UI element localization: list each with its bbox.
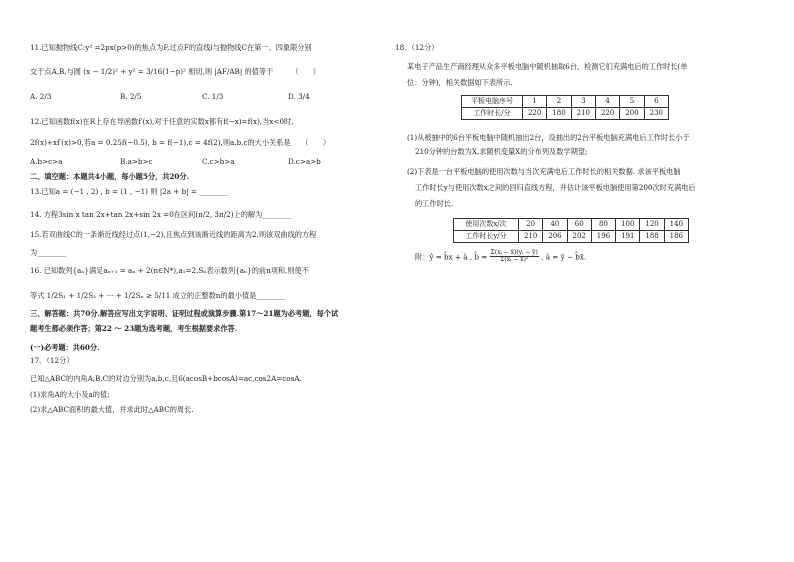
q18-part2-line1: (2)下表是一台平板电脑的使用次数与当次充满电后工作时长的相关数据. 求该平板电脑 [407, 167, 681, 176]
formula-denominator: Σ(xᵢ − x̄)² [500, 256, 529, 264]
table-cell: 188 [640, 231, 664, 243]
q11-option-b: B. 2/5 [120, 92, 142, 101]
formula-numerator: Σ(xᵢ − x̄)(yᵢ − ȳ) [490, 249, 538, 256]
q11-line1: 11.已知抛物线C:y² =2px(p>0)的焦点为F,过点F的直线l与抛物线C在第一、四象限分别 [30, 43, 312, 52]
table-cell: 4 [595, 96, 619, 108]
right-column [395, 0, 775, 562]
q12-line2: 2f(x)+xf′(x)>0,若a = 0.25f(−0.5), b = f(−1),c = 4f(2),则a,b,c的大小关系是 （ ） [30, 138, 331, 147]
q12-option-b: B.a>b>c [120, 157, 153, 166]
table-cell: 1 [523, 96, 547, 108]
q18-part1-line1: (1)从被抽中的6台平板电脑中随机抽出2台，设抽出的2台平板电脑充满电后工作时长小于 [407, 133, 690, 142]
table-row [454, 231, 689, 243]
q12-line1: 12.已知函数f(x)在R上存在导函数f′(x),对于任意的实数x都有f(−x)=f(x),当x<0时, [30, 117, 294, 126]
q16-line1: 16. 已知数列{aₙ}满足aₙ₊₁ = aₙ + 2(n∈N*),a₁=2,Sₙ表示数列{aₙ}的前n项和,则使不 [30, 266, 309, 275]
q17-part2: (2)求△ABC面积的最大值，并求此时△ABC的周长. [30, 405, 194, 414]
table-cell: 180 [547, 108, 571, 120]
section-2-heading: 二、填空题：本题共4小题，每小题5分，共20分. [30, 172, 190, 181]
table-cell: 202 [567, 231, 591, 243]
table-row [462, 96, 669, 108]
table-cell: 80 [591, 219, 615, 231]
table-cell: 191 [616, 231, 640, 243]
q17-part1: (1)求角A的大小及a的值; [30, 390, 110, 399]
q11-options [30, 92, 375, 104]
table-tablet-worktime [461, 95, 669, 120]
table-row-label: 平板电脑序号 [462, 96, 523, 108]
left-column [30, 0, 375, 562]
table-cell: 196 [591, 231, 615, 243]
table-cell: 230 [644, 108, 668, 120]
formula-suffix: , â = ȳ − b̂x̄. [541, 252, 587, 262]
q13: 13.已知a = (−1 , 2) , b = (1 , −1) 则 |2a + b| = ________ [30, 187, 228, 196]
table-cell: 40 [543, 219, 567, 231]
table-cell: 210 [571, 108, 595, 120]
q12-options [30, 157, 375, 169]
q18-heading: 18．（12分） [395, 43, 439, 52]
table-cell: 186 [664, 231, 688, 243]
q11-option-c: C. 1/3 [202, 92, 224, 101]
q12-option-c: C.c>b>a [202, 157, 235, 166]
table-cell: 20 [519, 219, 543, 231]
table-cell: 206 [543, 231, 567, 243]
q11-line2: 交于点A,B,与圆 (x − 1/2)² + y² = 3/16(1−p)² 相切,则 |AF/AB| 的值等于 （ ） [30, 67, 320, 76]
table-usage-worktime [453, 218, 689, 243]
section-3-line1: 三、解答题：共70分.解答应写出文字说明、证明过程或演算步骤.第17～21题为必考题，每个试 [30, 309, 339, 318]
q15-line1: 15.若双曲线C的一条渐近线经过点(1,−2),且焦点到该渐近线的距离为2,则该双曲线的方程 [30, 230, 317, 239]
table-row [454, 219, 689, 231]
q18-part2-line3: 的工作时长. [415, 199, 454, 208]
table-cell: 120 [640, 219, 664, 231]
table-cell: 200 [620, 108, 644, 120]
section-3-line2: 题考生都必须作答；第22 ～ 23题为选考题，考生根据要求作答. [30, 324, 238, 333]
table-cell: 2 [547, 96, 571, 108]
table-cell: 6 [644, 96, 668, 108]
q16-line2: 等式 1/2S₁ + 1/2S₂ + ··· + 1/2Sₙ ≥ 5/11 成立的正整数n的最小值是________ [30, 291, 286, 300]
table-cell: 140 [664, 219, 688, 231]
q18-part1-line2: 210分钟的台数为X,求随机变量X的分布列及数学期望; [415, 147, 588, 156]
q12-option-d: D.c>a>b [288, 157, 321, 166]
q11-option-a: A. 2/3 [30, 92, 52, 101]
table-row-label: 工作时长/分 [462, 108, 523, 120]
table-row [462, 108, 669, 120]
regression-formula [415, 250, 586, 290]
q15-line2: 为________ [30, 248, 66, 257]
q12-option-a: A.b>c>a [30, 157, 63, 166]
table-cell: 210 [519, 231, 543, 243]
q17-heading: 17．（12分） [30, 356, 74, 365]
table-cell: 100 [616, 219, 640, 231]
q18-line2: 位：分钟)，相关数据如下表所示. [407, 78, 513, 87]
table-cell: 5 [620, 96, 644, 108]
q18-line1: 某电子产品生产商经理从众多平板电脑中随机抽取6台，检测它们充满电后的工作时长(单 [407, 62, 688, 71]
table-cell: 3 [571, 96, 595, 108]
table-row-label: 工作时长y/分 [454, 231, 519, 243]
table-row-label: 使用次数x/次 [454, 219, 519, 231]
formula-fraction [490, 250, 539, 264]
table-cell: 220 [523, 108, 547, 120]
table-cell: 220 [595, 108, 619, 120]
required-subsection: (一)必考题：共60分. [30, 343, 100, 352]
table-cell: 60 [567, 219, 591, 231]
q18-part2-line2: 工作时长y与使用次数x之间的回归直线方程，并估计该平板电脑使用第200次时充满电后 [415, 183, 696, 192]
formula-prefix: 附：ŷ = b̂x + â , b̂ = [415, 252, 488, 262]
q11-option-d: D. 3/4 [288, 92, 310, 101]
q17-line1: 已知△ABC的内角A,B,C的对边分别为a,b,c,且6(acosB+bcosA)=ac,cos2A=cosA. [30, 374, 302, 383]
q14: 14. 方程3sin x tan 2x+tan 2x+sin 2x =0在区间(π/2, 3π/2)上的解为________ [30, 210, 292, 219]
